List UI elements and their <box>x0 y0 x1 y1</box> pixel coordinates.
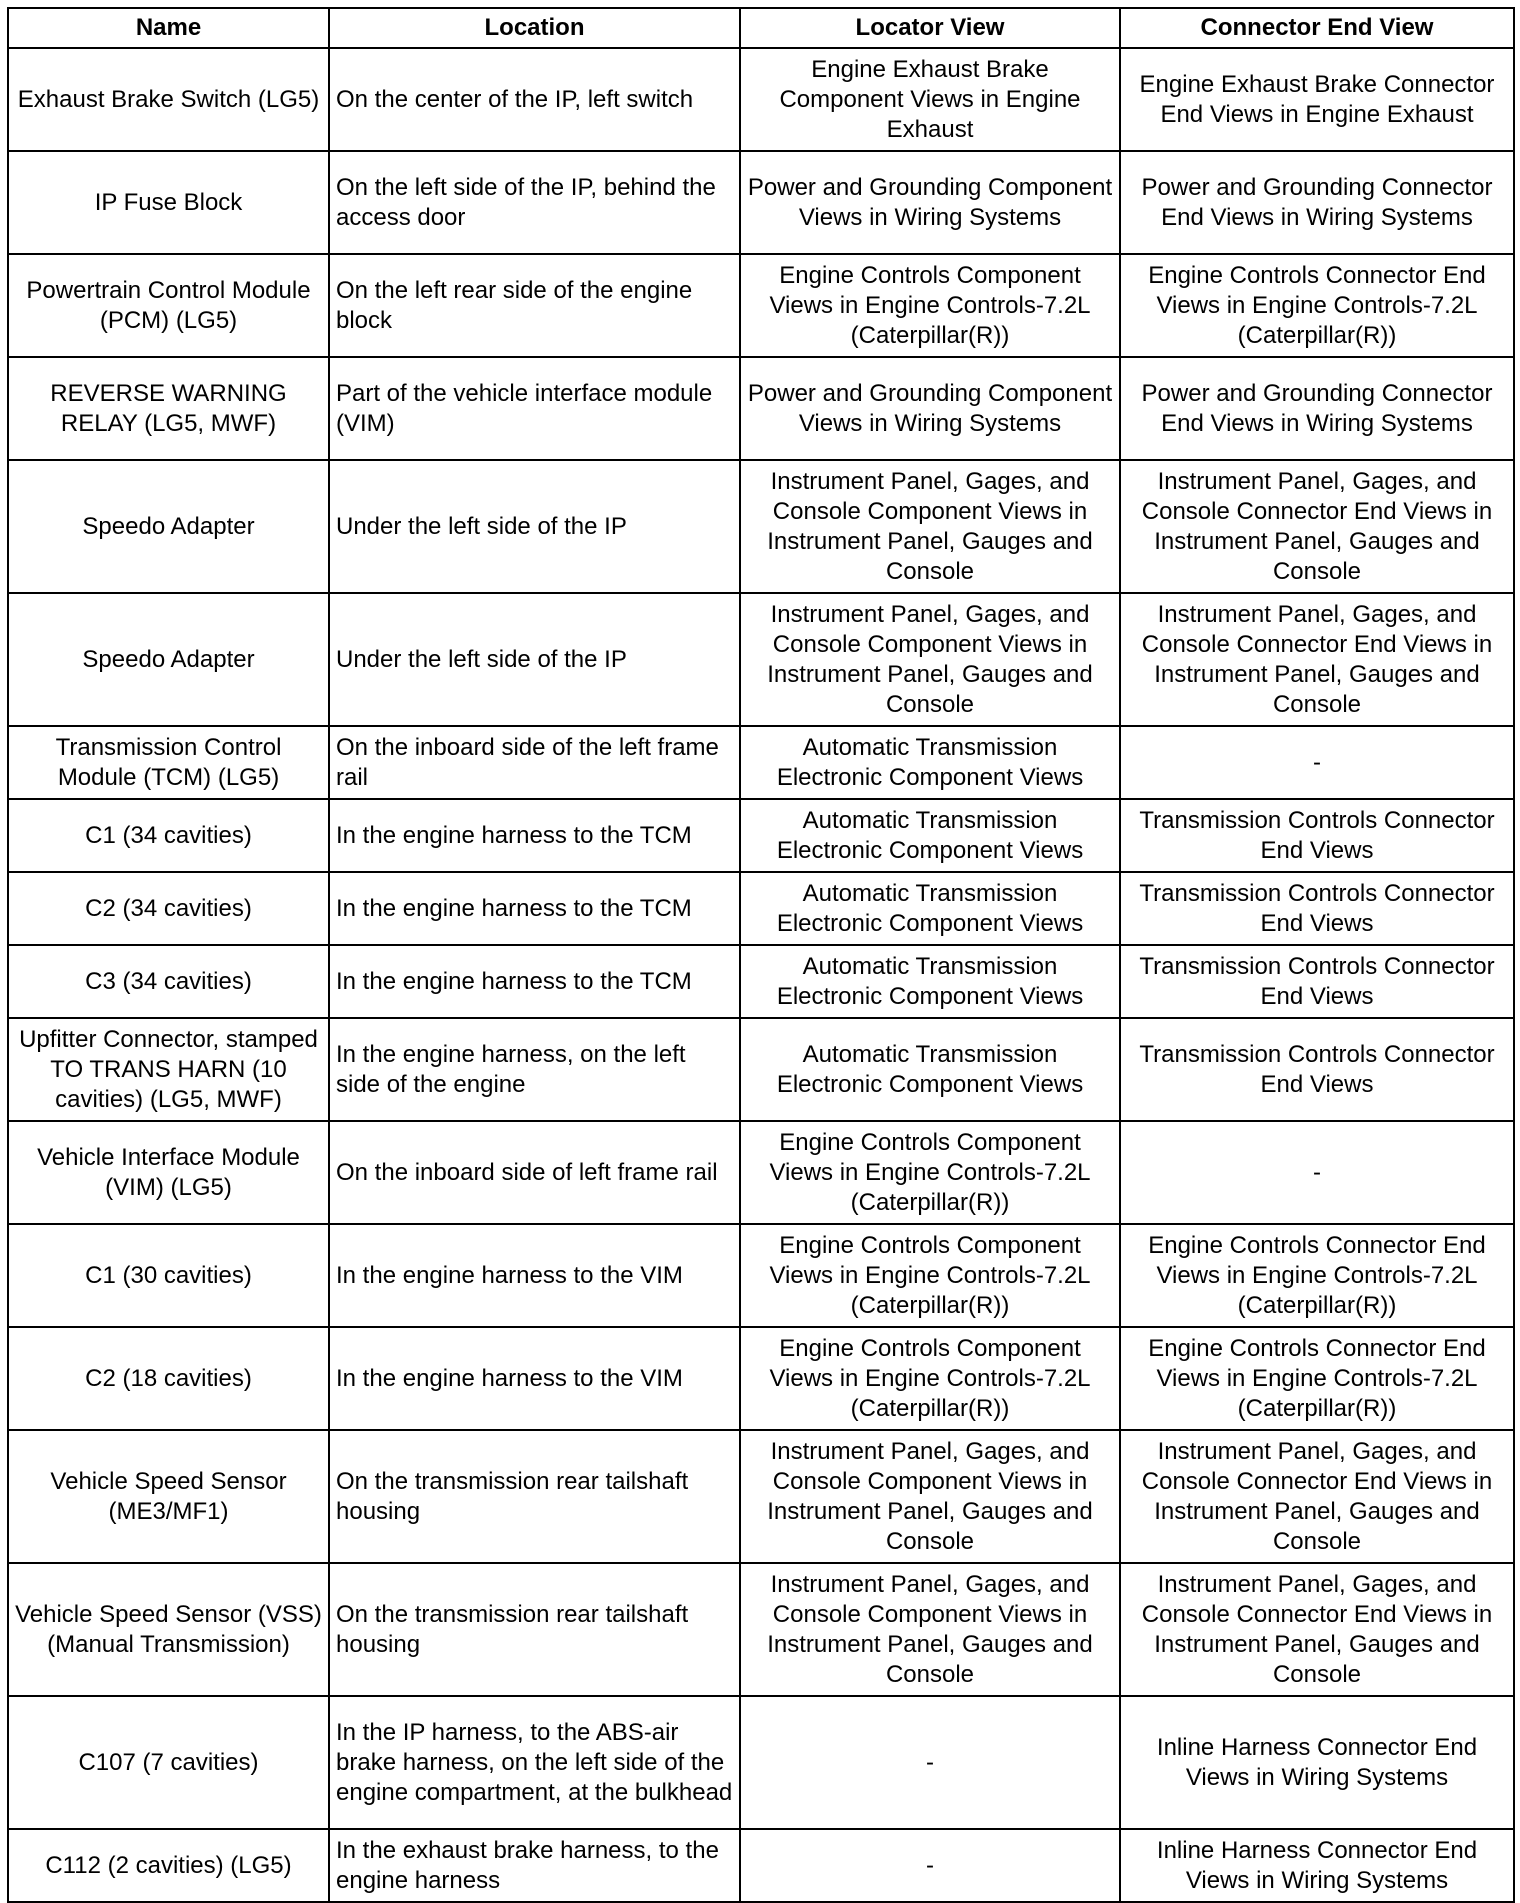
cell-name: C2 (18 cavities) <box>8 1327 329 1430</box>
cell-name: C1 (30 cavities) <box>8 1224 329 1327</box>
cell-connector-end-view: Inline Harness Connector End Views in Wiring Systems <box>1120 1696 1514 1829</box>
cell-connector-end-view: Power and Grounding Connector End Views in Wiring Systems <box>1120 357 1514 460</box>
cell-location: Under the left side of the IP <box>329 593 740 726</box>
cell-connector-end-view: - <box>1120 1121 1514 1224</box>
cell-name: Speedo Adapter <box>8 460 329 593</box>
component-locator-table <box>7 7 1515 1903</box>
cell-location: On the center of the IP, left switch <box>329 48 740 151</box>
cell-name: C107 (7 cavities) <box>8 1696 329 1829</box>
cell-location: In the engine harness to the VIM <box>329 1224 740 1327</box>
header-connector-end-view: Connector End View <box>1120 8 1514 48</box>
cell-location: In the engine harness to the TCM <box>329 799 740 872</box>
table-row <box>8 460 1514 593</box>
cell-connector-end-view: Transmission Controls Connector End Views <box>1120 1018 1514 1121</box>
table-row <box>8 1327 1514 1430</box>
cell-name: Speedo Adapter <box>8 593 329 726</box>
header-locator-view: Locator View <box>740 8 1120 48</box>
cell-locator-view: Instrument Panel, Gages, and Console Component Views in Instrument Panel, Gauges and Console <box>740 1430 1120 1563</box>
cell-locator-view: Instrument Panel, Gages, and Console Component Views in Instrument Panel, Gauges and Console <box>740 1563 1120 1696</box>
cell-locator-view: Automatic Transmission Electronic Component Views <box>740 726 1120 799</box>
cell-location: In the IP harness, to the ABS-air brake harness, on the left side of the engine compartment, at the bulkhead <box>329 1696 740 1829</box>
cell-connector-end-view: Power and Grounding Connector End Views in Wiring Systems <box>1120 151 1514 254</box>
cell-name: Vehicle Interface Module (VIM) (LG5) <box>8 1121 329 1224</box>
cell-location: In the engine harness to the VIM <box>329 1327 740 1430</box>
cell-name: Transmission Control Module (TCM) (LG5) <box>8 726 329 799</box>
cell-connector-end-view: Engine Exhaust Brake Connector End Views in Engine Exhaust <box>1120 48 1514 151</box>
cell-connector-end-view: Instrument Panel, Gages, and Console Connector End Views in Instrument Panel, Gauges and Console <box>1120 460 1514 593</box>
cell-name: C1 (34 cavities) <box>8 799 329 872</box>
cell-connector-end-view: Instrument Panel, Gages, and Console Connector End Views in Instrument Panel, Gauges and Console <box>1120 593 1514 726</box>
cell-location: On the transmission rear tailshaft housing <box>329 1563 740 1696</box>
cell-location: In the engine harness, on the left side of the engine <box>329 1018 740 1121</box>
cell-location: In the engine harness to the TCM <box>329 945 740 1018</box>
cell-locator-view: Automatic Transmission Electronic Component Views <box>740 945 1120 1018</box>
cell-location: On the inboard side of left frame rail <box>329 1121 740 1224</box>
table-row <box>8 151 1514 254</box>
cell-connector-end-view: Engine Controls Connector End Views in Engine Controls-7.2L (Caterpillar(R)) <box>1120 1224 1514 1327</box>
cell-locator-view: - <box>740 1829 1120 1902</box>
table-row <box>8 1696 1514 1829</box>
cell-connector-end-view: Transmission Controls Connector End Views <box>1120 872 1514 945</box>
cell-locator-view: Instrument Panel, Gages, and Console Component Views in Instrument Panel, Gauges and Console <box>740 460 1120 593</box>
cell-location: Part of the vehicle interface module (VIM) <box>329 357 740 460</box>
cell-location: On the transmission rear tailshaft housing <box>329 1430 740 1563</box>
cell-connector-end-view: Transmission Controls Connector End Views <box>1120 799 1514 872</box>
cell-name: Upfitter Connector, stamped TO TRANS HARN (10 cavities) (LG5, MWF) <box>8 1018 329 1121</box>
cell-locator-view: Engine Exhaust Brake Component Views in Engine Exhaust <box>740 48 1120 151</box>
cell-location: Under the left side of the IP <box>329 460 740 593</box>
cell-locator-view: Engine Controls Component Views in Engine Controls-7.2L (Caterpillar(R)) <box>740 254 1120 357</box>
table-row <box>8 945 1514 1018</box>
table-row <box>8 1121 1514 1224</box>
table-row <box>8 593 1514 726</box>
table-row <box>8 726 1514 799</box>
cell-name: C3 (34 cavities) <box>8 945 329 1018</box>
cell-location: In the engine harness to the TCM <box>329 872 740 945</box>
cell-connector-end-view: - <box>1120 726 1514 799</box>
cell-name: C112 (2 cavities) (LG5) <box>8 1829 329 1902</box>
cell-connector-end-view: Instrument Panel, Gages, and Console Connector End Views in Instrument Panel, Gauges and Console <box>1120 1430 1514 1563</box>
cell-locator-view: Automatic Transmission Electronic Component Views <box>740 799 1120 872</box>
table-row <box>8 1430 1514 1563</box>
cell-name: C2 (34 cavities) <box>8 872 329 945</box>
cell-name: Vehicle Speed Sensor (ME3/MF1) <box>8 1430 329 1563</box>
cell-location: On the left rear side of the engine block <box>329 254 740 357</box>
cell-connector-end-view: Engine Controls Connector End Views in Engine Controls-7.2L (Caterpillar(R)) <box>1120 1327 1514 1430</box>
cell-name: IP Fuse Block <box>8 151 329 254</box>
table-row <box>8 357 1514 460</box>
cell-name: Exhaust Brake Switch (LG5) <box>8 48 329 151</box>
cell-locator-view: Power and Grounding Component Views in Wiring Systems <box>740 357 1120 460</box>
table-row <box>8 1018 1514 1121</box>
cell-locator-view: Automatic Transmission Electronic Component Views <box>740 872 1120 945</box>
cell-locator-view: Automatic Transmission Electronic Component Views <box>740 1018 1120 1121</box>
cell-location: In the exhaust brake harness, to the engine harness <box>329 1829 740 1902</box>
header-row <box>8 8 1514 48</box>
table-row <box>8 799 1514 872</box>
header-location: Location <box>329 8 740 48</box>
table-row <box>8 1224 1514 1327</box>
cell-locator-view: Power and Grounding Component Views in Wiring Systems <box>740 151 1120 254</box>
cell-locator-view: Engine Controls Component Views in Engine Controls-7.2L (Caterpillar(R)) <box>740 1327 1120 1430</box>
cell-name: Vehicle Speed Sensor (VSS) (Manual Transmission) <box>8 1563 329 1696</box>
cell-locator-view: Instrument Panel, Gages, and Console Component Views in Instrument Panel, Gauges and Console <box>740 593 1120 726</box>
table-row <box>8 254 1514 357</box>
cell-location: On the left side of the IP, behind the access door <box>329 151 740 254</box>
table-row <box>8 872 1514 945</box>
cell-connector-end-view: Transmission Controls Connector End Views <box>1120 945 1514 1018</box>
table-row <box>8 1563 1514 1696</box>
cell-locator-view: Engine Controls Component Views in Engine Controls-7.2L (Caterpillar(R)) <box>740 1224 1120 1327</box>
cell-connector-end-view: Inline Harness Connector End Views in Wiring Systems <box>1120 1829 1514 1902</box>
cell-location: On the inboard side of the left frame rail <box>329 726 740 799</box>
cell-locator-view: - <box>740 1696 1120 1829</box>
cell-name: REVERSE WARNING RELAY (LG5, MWF) <box>8 357 329 460</box>
cell-locator-view: Engine Controls Component Views in Engine Controls-7.2L (Caterpillar(R)) <box>740 1121 1120 1224</box>
table-row <box>8 1829 1514 1902</box>
table-row <box>8 48 1514 151</box>
cell-connector-end-view: Instrument Panel, Gages, and Console Connector End Views in Instrument Panel, Gauges and Console <box>1120 1563 1514 1696</box>
header-name: Name <box>8 8 329 48</box>
cell-name: Powertrain Control Module (PCM) (LG5) <box>8 254 329 357</box>
cell-connector-end-view: Engine Controls Connector End Views in Engine Controls-7.2L (Caterpillar(R)) <box>1120 254 1514 357</box>
